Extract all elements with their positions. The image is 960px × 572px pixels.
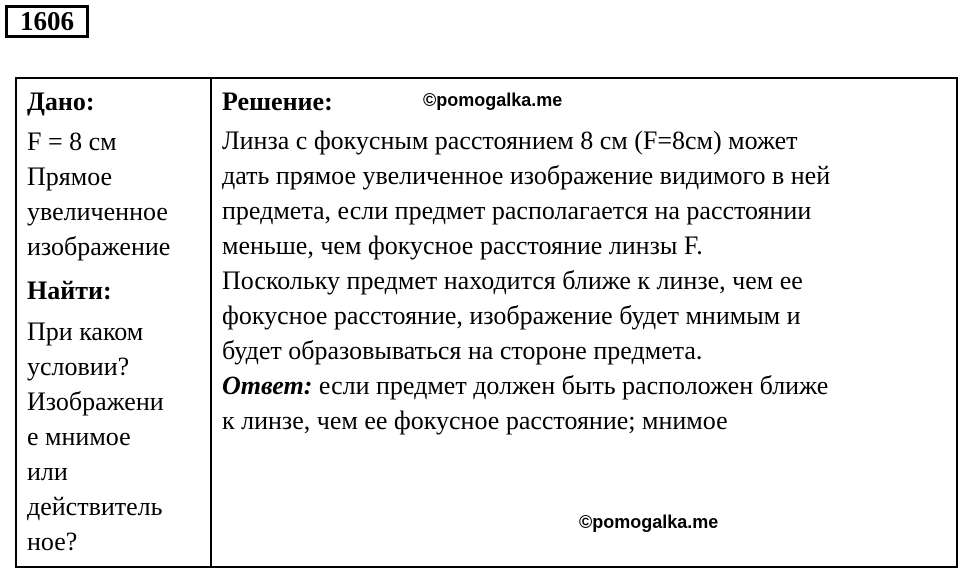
find-line: Изображени (27, 387, 164, 416)
find-line: При каком (27, 317, 144, 346)
given-line: Прямое (27, 162, 113, 191)
answer-line (222, 368, 830, 403)
column-divider (210, 79, 212, 566)
solution-body (222, 123, 830, 438)
given-line: увеличенное (27, 197, 168, 226)
find-line: ное? (27, 527, 78, 556)
answer-text: если предмет должен быть расположен ближе (312, 371, 829, 400)
solution-line: Поскольку предмет находится ближе к линзе, чем ее (222, 266, 803, 295)
solution-title: Решение: (222, 87, 333, 116)
solution-line: меньше, чем фокусное расстояние линзы F. (222, 231, 703, 260)
find-title: Найти: (27, 276, 112, 305)
problem-number: 1606 (5, 5, 89, 38)
solution-line: Линза с фокусным расстоянием 8 см (F=8см) может (222, 126, 798, 155)
given-line: F = 8 см (27, 127, 117, 156)
answer-line-2: к линзе, чем ее фокусное расстояние; мнимое (222, 406, 728, 435)
find-line: или (27, 457, 68, 486)
solution-line: дать прямое увеличенное изображение видимого в ней (222, 161, 831, 190)
solution-line: будет образовываться на стороне предмета. (222, 336, 703, 365)
watermark-bottom: ©pomogalka.me (579, 512, 719, 532)
find-list (27, 314, 164, 559)
given-line: изображение (27, 232, 171, 261)
answer-label: Ответ: (222, 371, 313, 400)
solution-line: предмета, если предмет располагается на расстоянии (222, 196, 812, 225)
find-line: е мнимое (27, 422, 131, 451)
find-line: условии? (27, 352, 130, 381)
problem-table (15, 77, 958, 568)
given-title: Дано: (27, 87, 95, 116)
given-list (27, 124, 170, 264)
find-line: действитель (27, 492, 163, 521)
watermark-top: ©pomogalka.me (423, 90, 563, 110)
solution-line: фокусное расстояние, изображение будет мнимым и (222, 301, 801, 330)
